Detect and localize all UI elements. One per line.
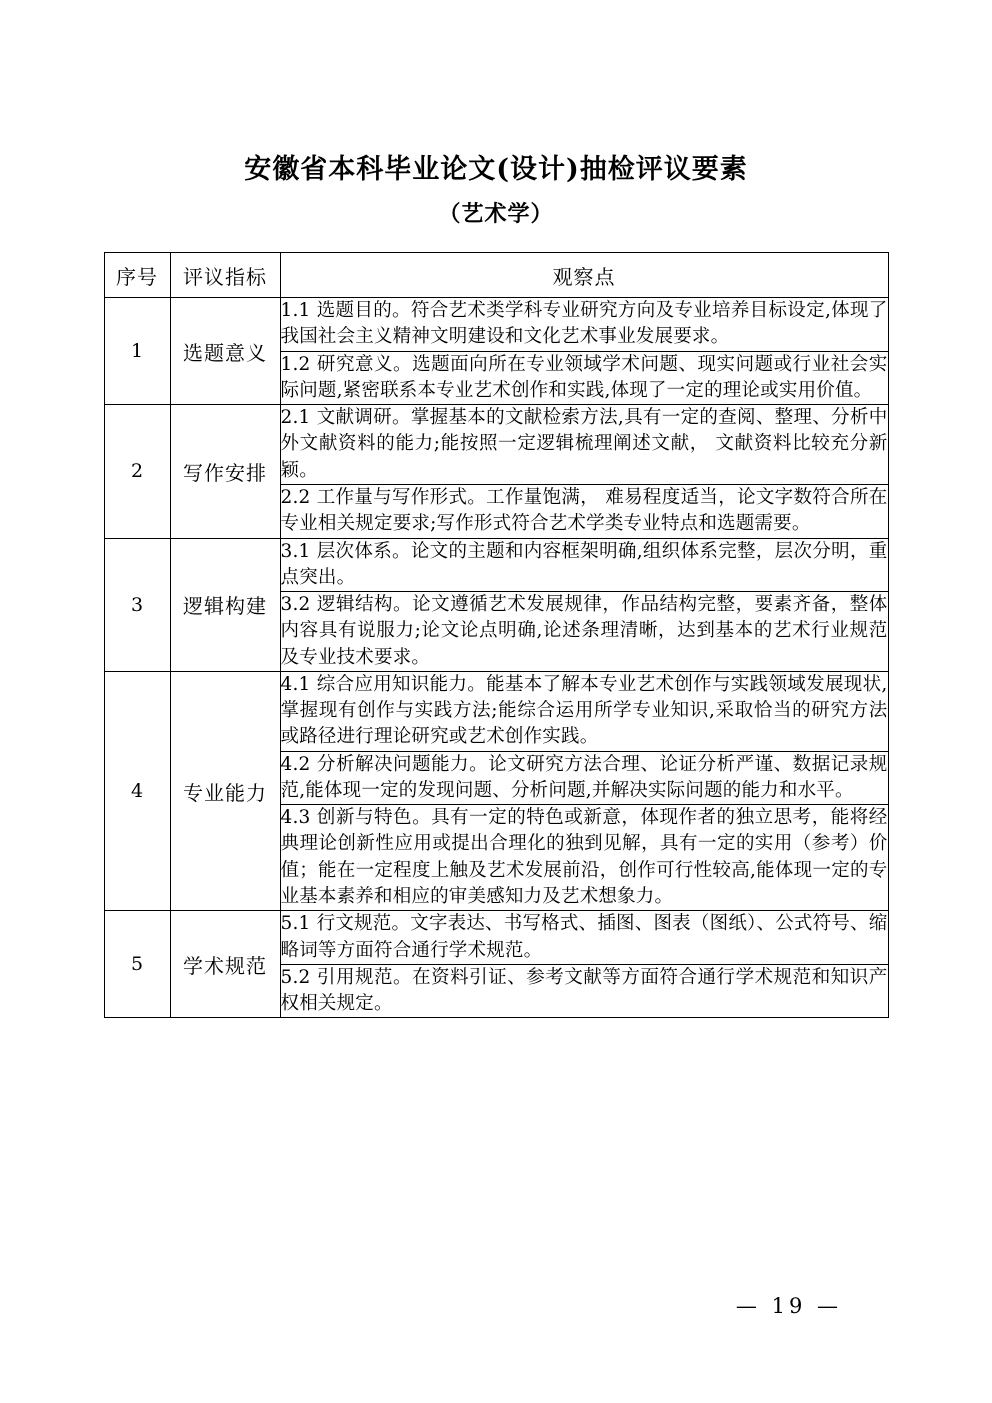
table-row [104,671,888,751]
row-number: 1 [104,298,170,405]
table-row [104,911,888,965]
table-header-row [104,253,888,298]
row-number: 2 [104,405,170,538]
observation-point: 4.1 综合应用知识能力。能基本了解本专业艺术创作与实践领域发展现状,掌握现有创作与实践方法;能综合运用所学专业知识,采取恰当的研究方法或路径进行理论研究或艺术创作实践。 [280,671,888,751]
observation-point: 4.2 分析解决问题能力。论文研究方法合理、论证分析严谨、数据记录规范,能体现一定的发现问题、分析问题,并解决实际问题的能力和水平。 [280,751,888,805]
table-row [104,538,888,592]
header-cell-observation: 观察点 [280,253,888,298]
page-title: 安徽省本科毕业论文(设计)抽检评议要素 [244,154,748,185]
observation-point: 2.1 文献调研。掌握基本的文献检索方法,具有一定的查阅、整理、分析中外文献资料的能力;能按照一定逻辑梳理阐述文献， 文献资料比较充分新颖。 [280,405,888,485]
observation-point: 3.1 层次体系。论文的主题和内容框架明确,组织体系完整，层次分明，重点突出。 [280,538,888,592]
row-indicator: 逻辑构建 [170,538,280,671]
observation-point: 5.2 引用规范。在资料引证、参考文献等方面符合通行学术规范和知识产权相关规定。 [280,964,888,1018]
row-indicator: 选题意义 [170,298,280,405]
evaluation-table [104,252,889,1018]
row-indicator: 专业能力 [170,671,280,910]
observation-point: 2.2 工作量与写作形式。工作量饱满， 难易程度适当，论文字数符合所在专业相关规定要求;写作形式符合艺术学类专业特点和选题需要。 [280,485,888,539]
observation-point: 1.1 选题目的。符合艺术类学科专业研究方向及专业培养目标设定,体现了我国社会主义精神文明建设和文化艺术事业发展要求。 [280,298,888,352]
page-number: — 19 — [735,1294,842,1318]
table-row [104,405,888,485]
observation-point: 1.2 研究意义。选题面向所在专业领域学术问题、现实问题或行业社会实际问题,紧密联系本专业艺术创作和实践,体现了一定的理论或实用价值。 [280,351,888,405]
row-number: 5 [104,911,170,1018]
row-number: 3 [104,538,170,671]
observation-point: 3.2 逻辑结构。论文遵循艺术发展规律，作品结构完整，要素齐备，整体内容具有说服力;论文论点明确,论述条理清晰，达到基本的艺术行业规范及专业技术要求。 [280,592,888,672]
row-indicator: 写作安排 [170,405,280,538]
header-cell-no: 序号 [104,253,170,298]
table-row [104,298,888,352]
page-subtitle: （艺术学） [438,201,554,228]
observation-point: 5.1 行文规范。文字表达、书写格式、插图、图表（图纸）、公式符号、缩略词等方面符合通行学术规范。 [280,911,888,965]
header-cell-indicator: 评议指标 [170,253,280,298]
observation-point: 4.3 创新与特色。具有一定的特色或新意，体现作者的独立思考，能将经典理论创新性应用或提出合理化的独到见解，具有一定的实用（参考）价值；能在一定程度上触及艺术发展前沿，创作可行性较高,能体现一定的专业基本素养和相应的审美感知力及艺术想象力。 [280,805,888,911]
row-number: 4 [104,671,170,910]
row-indicator: 学术规范 [170,911,280,1018]
